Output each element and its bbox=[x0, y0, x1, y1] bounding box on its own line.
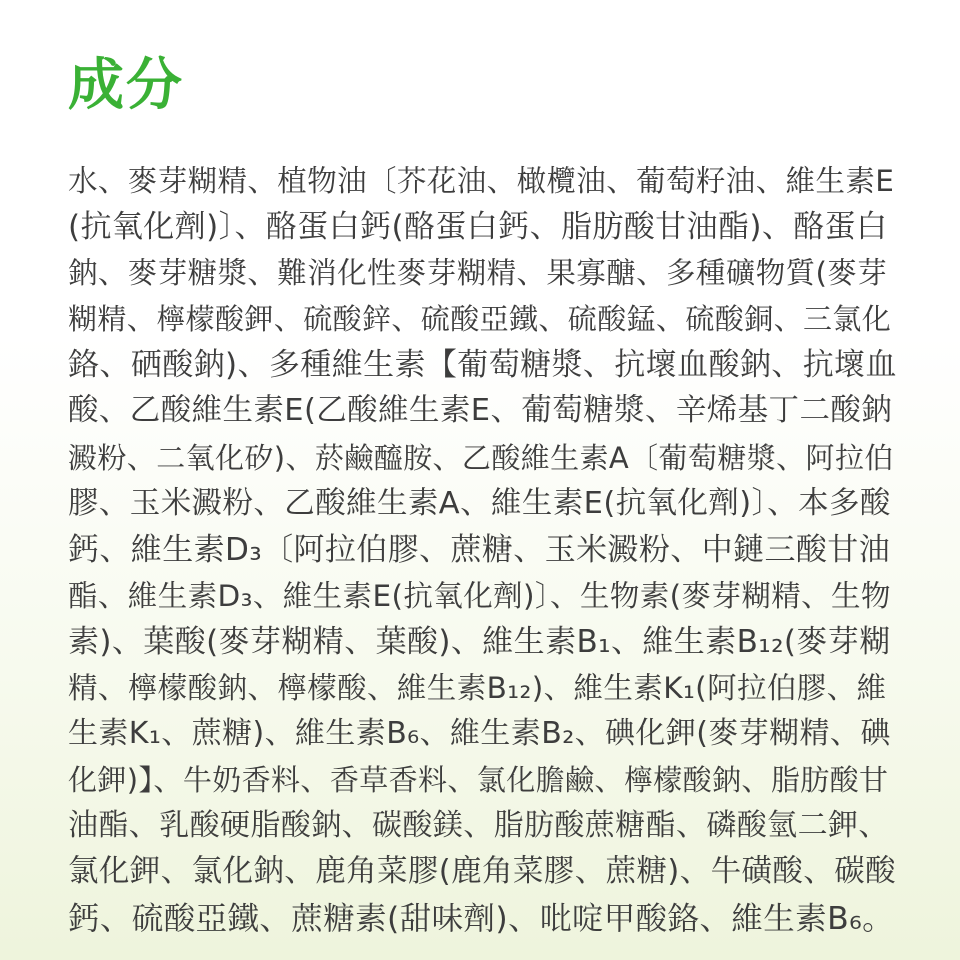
ingredients-line: 素)、葉酸(麥芽糊精、葉酸)、維生素B₁、維生素B₁₂(麥芽糊 bbox=[68, 623, 891, 660]
ingredients-line: 膠、玉米澱粉、乙酸維生素A、維生素E(抗氧化劑)〕、本多酸 bbox=[68, 485, 891, 521]
ingredients-line: 氯化鉀、氯化鈉、鹿角菜膠(鹿角菜膠、蔗糖)、牛磺酸、碳酸 bbox=[68, 854, 896, 890]
ingredients-line: 鈣、硫酸亞鐵、蔗糖素(甜味劑)、吡啶甲酸鉻、維生素B₆。 bbox=[68, 900, 895, 937]
ingredients-line: 生素K₁、蔗糖)、維生素B₆、維生素B₂、碘化鉀(麥芽糊精、碘 bbox=[68, 716, 891, 752]
ingredients-line: 糊精、檸檬酸鉀、硫酸鋅、硫酸亞鐵、硫酸錳、硫酸銅、三氯化 bbox=[68, 302, 892, 337]
ingredients-line: 精、檸檬酸鈉、檸檬酸、維生素B₁₂)、維生素K₁(阿拉伯膠、維 bbox=[68, 671, 887, 706]
ingredients-line: 鈉、麥芽糖漿、難消化性麥芽糊精、果寡醣、多種礦物質(麥芽 bbox=[68, 256, 888, 291]
ingredients-line: 澱粉、二氧化矽)、菸鹼醯胺、乙酸維生素A〔葡萄糖漿、阿拉伯 bbox=[68, 440, 894, 475]
ingredients-line: 鈣、維生素D₃〔阿拉伯膠、蔗糖、玉米澱粉、中鏈三酸甘油 bbox=[68, 531, 891, 568]
ingredients-line: 水、麥芽糊精、植物油〔芥花油、橄欖油、葡萄籽油、維生素E bbox=[68, 164, 895, 198]
ingredients-line: 酸、乙酸維生素E(乙酸維生素E、葡萄糖漿、辛烯基丁二酸鈉 bbox=[68, 393, 893, 429]
ingredients-text bbox=[68, 158, 898, 942]
ingredients-line: 化鉀)】、牛奶香料、香草香料、氯化膽鹼、檸檬酸鈉、脂肪酸甘 bbox=[68, 763, 889, 798]
ingredients-line: 酯、維生素D₃、維生素E(抗氧化劑)〕、生物素(麥芽糊精、生物 bbox=[68, 578, 891, 613]
ingredients-line: 油酯、乳酸硬脂酸鈉、碳酸鎂、脂肪酸蔗糖酯、磷酸氫二鉀、 bbox=[68, 808, 889, 844]
ingredients-line: 鉻、硒酸鈉)、多種維生素【葡萄糖漿、抗壞血酸鈉、抗壞血 bbox=[68, 347, 897, 384]
ingredients-line: (抗氧化劑)〕、酪蛋白鈣(酪蛋白鈣、脂肪酸甘油酯)、酪蛋白 bbox=[68, 209, 888, 246]
page-title: 成分 bbox=[68, 53, 184, 118]
